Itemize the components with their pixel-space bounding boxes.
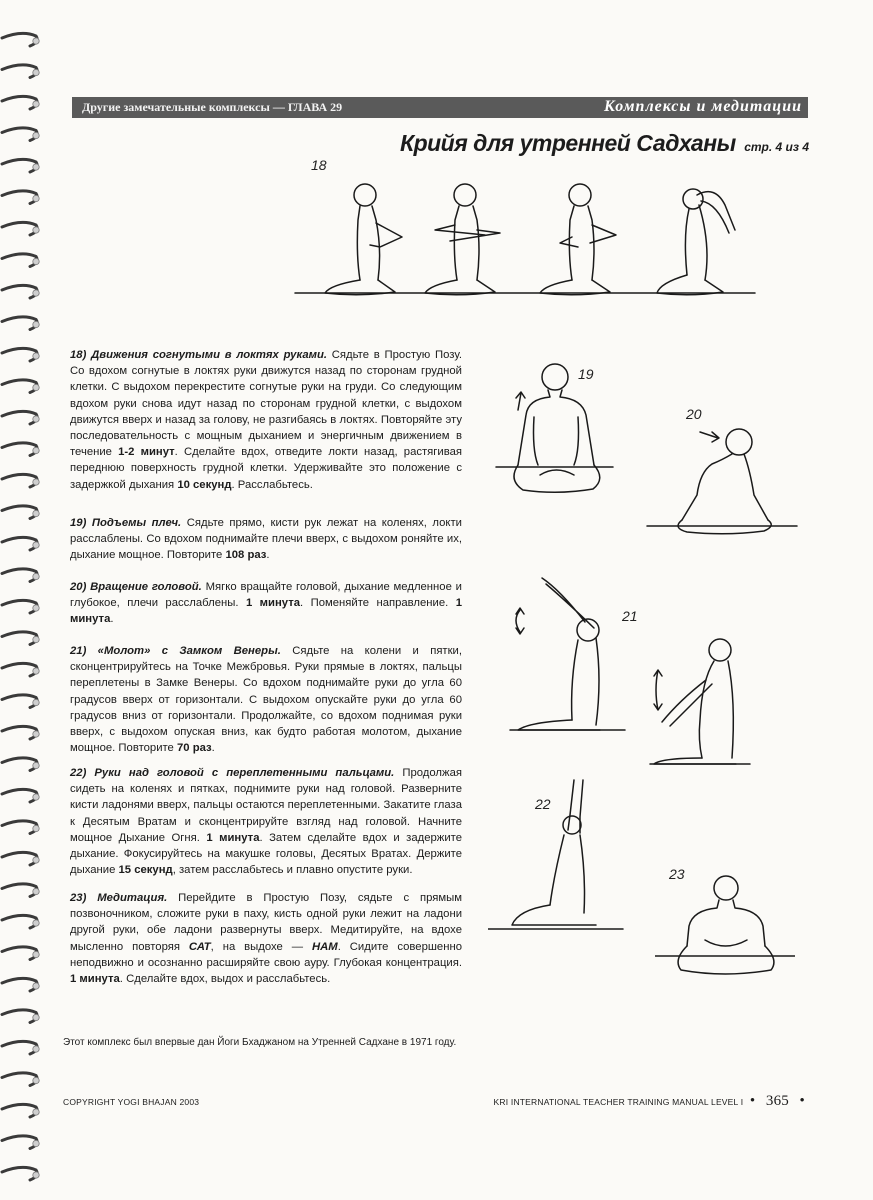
exercise-21 — [70, 643, 462, 756]
binding-hole — [33, 290, 39, 296]
exercise-text: . Поменяйте направление. — [300, 597, 456, 610]
binding-hole — [33, 542, 39, 548]
spiral-ring — [2, 632, 37, 645]
binding-hole — [33, 794, 39, 800]
exercise-text: , на выдохе — — [210, 940, 312, 953]
exercise-text: 70 раз — [176, 742, 212, 755]
binding-hole — [33, 195, 39, 201]
binding-hole — [33, 479, 39, 485]
spiral-ring — [2, 65, 37, 78]
figure-number-22: 22 — [535, 796, 551, 812]
page-counter: стр. 4 из 4 — [744, 140, 809, 154]
exercise-text: 1 минута — [70, 597, 462, 626]
spiral-binding — [0, 0, 44, 1200]
exercise-text: Сядьте прямо, кисти рук лежат на коленях, локти расслаблены. Со вдохом поднимайте плечи вверх, с выдохом роняйте их, дыхание мощное. Повторите — [70, 517, 462, 562]
spiral-ring — [2, 1041, 37, 1054]
exercise-heading: 19) Подъемы плеч. — [70, 517, 182, 529]
binding-hole — [33, 920, 39, 926]
copyright: COPYRIGHT YOGI BHAJAN 2003 — [63, 1097, 200, 1107]
exercise-text: 1 минута — [206, 831, 260, 844]
exercise-text: 1 минута — [245, 597, 301, 610]
spiral-ring — [2, 1073, 37, 1086]
binding-hole — [33, 447, 39, 453]
spiral-ring — [2, 474, 37, 487]
binding-hole — [33, 69, 39, 75]
binding-hole — [33, 1077, 39, 1083]
spiral-ring — [2, 348, 37, 361]
footer-manual — [494, 1093, 809, 1110]
binding-hole — [33, 857, 39, 863]
exercise-20 — [70, 579, 462, 628]
spiral-ring — [2, 1167, 37, 1180]
exercise-text: . — [266, 549, 270, 562]
chapter-header-bar — [72, 97, 808, 118]
spiral-ring — [2, 285, 37, 298]
exercise-18 — [70, 347, 462, 493]
figure-number-21: 21 — [622, 608, 638, 624]
figure-19-shoulder-shrugs — [488, 355, 618, 500]
spiral-ring — [2, 758, 37, 771]
exercise-text: . Расслабьтесь. — [231, 478, 313, 491]
spiral-ring — [2, 821, 37, 834]
spiral-ring — [2, 96, 37, 109]
exercise-text: Перейдите в Простую Позу, сядьте с прямым позвоночником, сложите руки в паху, кисть одной руки лежит на ладони другой руки, обе ладони развернуты вверх. Медитируйте, на вдохе мысленно повторяя — [70, 892, 463, 953]
bullet-left: • — [749, 1093, 756, 1109]
figure-number-20: 20 — [686, 406, 702, 422]
binding-hole — [33, 1172, 39, 1178]
exercise-23 — [70, 890, 462, 987]
binding-hole — [33, 888, 39, 894]
spiral-ring — [2, 1136, 37, 1149]
spiral-ring — [2, 884, 37, 897]
exercise-text: САТ — [188, 940, 211, 953]
exercise-text: . Сделайте вдох, отведите локти назад, растягивая переднюю поверхность грудной клетки. Удерживайте это положение с задержкой дыхания — [70, 446, 462, 491]
binding-hole — [33, 1109, 39, 1115]
exercise-text: Мягко вращайте головой, дыхание медленное и глубокое, плечи расслаблены. — [70, 581, 462, 610]
kriya-title: Крийя для утренней Садханы — [399, 130, 736, 156]
chapter-title: Другие замечательные комплексы — ГЛАВА 29 — [82, 100, 343, 114]
exercise-heading: 20) Вращение головой. — [70, 581, 202, 593]
page-title — [400, 130, 809, 157]
binding-hole — [33, 1014, 39, 1020]
spiral-ring — [2, 978, 37, 991]
binding-hole — [33, 699, 39, 705]
spiral-ring — [2, 33, 37, 46]
binding-hole — [33, 416, 39, 422]
exercise-text: НАМ — [311, 940, 338, 953]
binding-hole — [33, 227, 39, 233]
binding-hole — [33, 510, 39, 516]
figure-number-19: 19 — [578, 366, 594, 382]
spiral-ring — [2, 537, 37, 550]
spiral-ring — [2, 600, 37, 613]
binding-hole — [33, 762, 39, 768]
spiral-ring — [2, 380, 37, 393]
spiral-ring — [2, 947, 37, 960]
exercise-text: 15 секунд — [118, 864, 173, 877]
spiral-ring — [2, 1010, 37, 1023]
spiral-ring — [2, 789, 37, 802]
exercise-text: Сядьте в Простую Позу. Со вдохом согнутые в локтях руки движутся назад по сторонам грудной клетки. С выдохом перекрестите согнутые руки на груди. Со следующим вдохом руки снова идут назад по сторонам грудной клетки, с выдохом движутся вверх и назад за голову, не разгибаясь в локтях. Повторяйте эту последовательность с мощным дыханием и энергичным движением в течение — [70, 349, 463, 459]
exercise-22 — [70, 765, 462, 878]
exercise-text: , затем расслабьтесь и плавно опустите руки. — [172, 864, 413, 877]
spiral-ring — [2, 411, 37, 424]
binding-hole — [33, 164, 39, 170]
exercise-text: Сядьте на колени и пятки, сконцентрируйтесь на Точке Межбровья. Руки прямые в локтях, пальцы переплетены в Замке Венеры. Со вдохом поднимайте руки до угла 60 градусов вверх от горизонтали. С выдохом опускайте руки до угла 60 градусов вниз от горизонтали. Продолжайте, со вдохом поднимая руки вверх, с выдохом опуская вниз, как будто работая молотом, дыхание мощное. Повторите — [70, 645, 462, 755]
figure-18-arm-movements — [290, 175, 760, 310]
binding-hole — [33, 384, 39, 390]
binding-hole — [33, 132, 39, 138]
binding-hole — [33, 1046, 39, 1052]
exercise-text: . — [211, 742, 215, 755]
spiral-ring — [2, 254, 37, 267]
section-title: Комплексы и медитации — [603, 98, 802, 115]
origin-note: Этот комплекс был впервые дан Йоги Бхаджаном на Утренней Садхане в 1971 году. — [63, 1037, 457, 1048]
page-number: 365 — [765, 1093, 789, 1109]
figure-21-hammer — [490, 570, 760, 770]
binding-hole — [33, 573, 39, 579]
spiral-ring — [2, 506, 37, 519]
spiral-ring — [2, 852, 37, 865]
binding-hole — [33, 353, 39, 359]
spiral-ring — [2, 695, 37, 708]
spiral-ring — [2, 443, 37, 456]
binding-hole — [33, 983, 39, 989]
exercise-text: 1 минута — [70, 973, 120, 986]
spiral-ring — [2, 222, 37, 235]
binding-hole — [33, 321, 39, 327]
figure-23-meditation — [655, 870, 795, 980]
manual-title: KRI INTERNATIONAL TEACHER TRAINING MANUAL LEVEL I — [493, 1097, 744, 1107]
spiral-ring — [2, 569, 37, 582]
exercise-text: . — [110, 613, 114, 626]
binding-hole — [33, 38, 39, 44]
spiral-ring — [2, 663, 37, 676]
spiral-ring — [2, 317, 37, 330]
exercise-text: 108 раз — [225, 549, 267, 562]
spiral-ring — [2, 726, 37, 739]
figure-22-arms-overhead — [488, 775, 628, 945]
binding-hole — [33, 1140, 39, 1146]
exercise-heading: 21) «Молот» с Замком Венеры. — [70, 645, 281, 657]
exercise-19 — [70, 515, 462, 564]
spiral-ring — [2, 128, 37, 141]
spiral-ring — [2, 915, 37, 928]
exercise-heading: 18) Движения согнутыми в локтях руками. — [70, 349, 328, 361]
spiral-ring — [2, 159, 37, 172]
figure-number-18: 18 — [311, 157, 327, 173]
exercise-text: . Сидите совершенно неподвижно и осознанно расширяйте свою ауру. Глубокая концентрация. — [70, 940, 462, 969]
figure-number-23: 23 — [669, 866, 685, 882]
bullet-right: • — [799, 1093, 805, 1109]
binding-hole — [33, 731, 39, 737]
exercise-text: 10 секунд — [177, 478, 232, 491]
binding-hole — [33, 825, 39, 831]
spiral-ring — [2, 191, 37, 204]
binding-hole — [33, 951, 39, 957]
binding-hole — [33, 605, 39, 611]
exercise-text: . Сделайте вдох, выдох и расслабьтесь. — [119, 973, 331, 986]
exercise-heading: 23) Медитация. — [70, 892, 168, 904]
binding-hole — [33, 258, 39, 264]
binding-hole — [33, 668, 39, 674]
binding-hole — [33, 101, 39, 107]
exercise-text: . Затем сделайте вдох и задержите дыхание. Фокусируйтесь на макушке головы, Десятых Вратах. Держите дыхание — [70, 831, 462, 877]
binding-hole — [33, 636, 39, 642]
exercise-text: Продолжая сидеть на коленях и пятках, поднимите руки над головой. Разверните кисти ладонями вверх, пальцы остаются переплетенными. Закатите глаза к Десятым Вратам и сконцентрируйте взгляд над головой. Начните мощное Дыхание Огня. — [70, 767, 462, 844]
spiral-ring — [2, 1104, 37, 1117]
exercise-heading: 22) Руки над головой с переплетенными пальцами. — [70, 767, 395, 779]
exercise-text: 1-2 минут — [118, 446, 175, 459]
figure-20-neck-rolls — [642, 420, 802, 535]
